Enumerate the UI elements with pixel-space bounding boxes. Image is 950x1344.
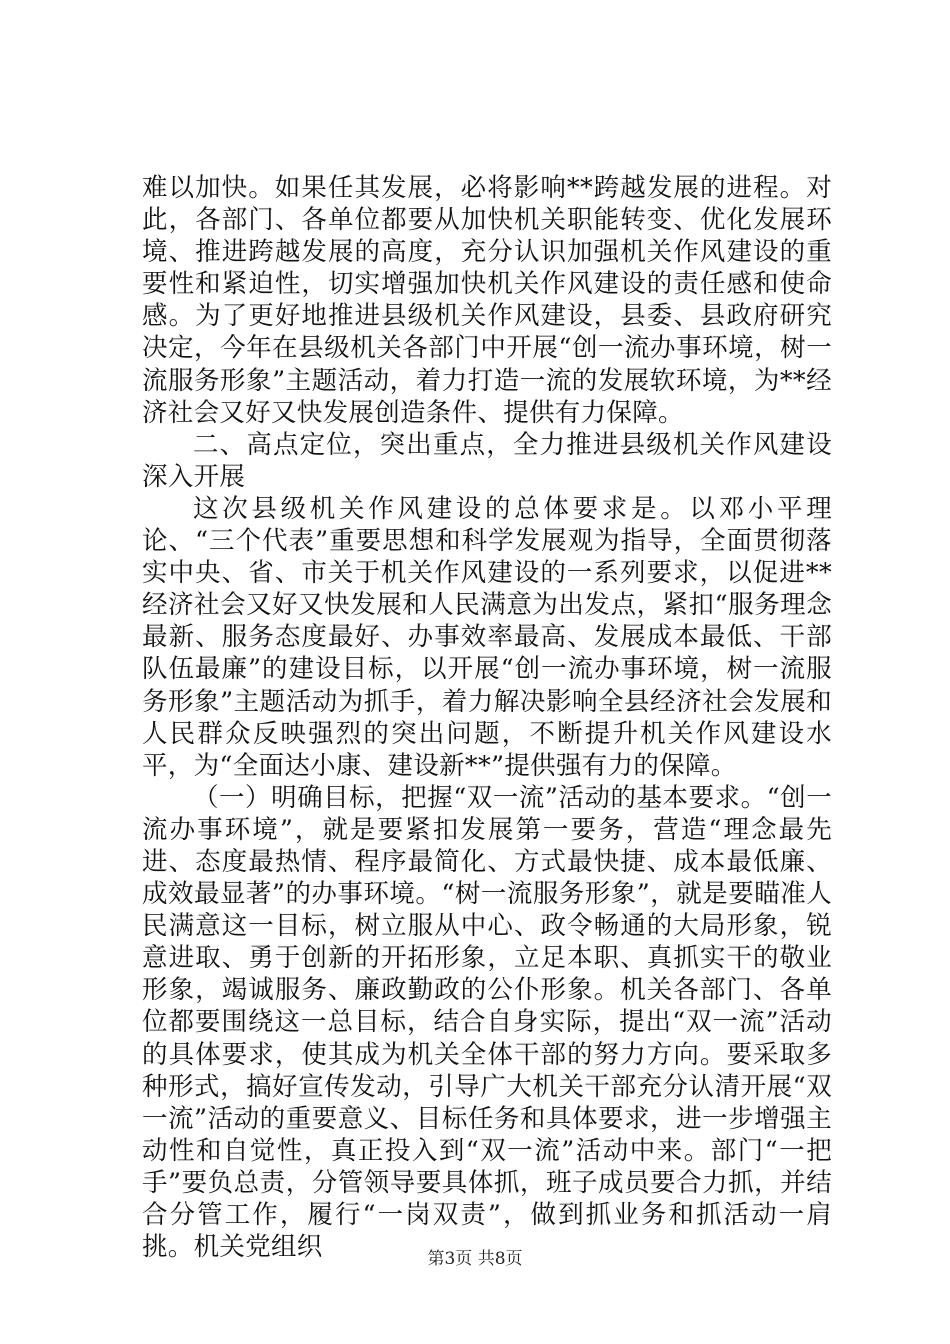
page-footer: 第3页 共8页 (427, 1249, 523, 1269)
paragraph-1: 难以加快。如果任其发展，必将影响**跨越发展的进程。对此，各部门、各单位都要从加快机关职能转变、优化发展环境、推进跨越发展的高度，充分认识加强机关作风建设的重要性和紧迫性，切实增强加快机关作风建设的责任感和使命感。为了更好地推进县级机关作风建设，县委、县政府研究决定，今年在县级机关各部门中开展“创一流办事环境，树一流服务形象”主题活动，着力打造一流的发展软环境，为**经济社会又好又快发展创造条件、提供有力保障。 (142, 173, 832, 428)
document-body (142, 172, 832, 1263)
paragraph-4: （一）明确目标，把握“双一流”活动的基本要求。“创一流办事环境”，就是要紧扣发展第一要务，营造“理念最先进、态度最热情、程序最简化、方式最快捷、成本最低廉、成效最显著”的办事环境。“树一流服务形象”，就是要瞄准人民满意这一目标，树立服从中心、政令畅通的大局形象，锐意进取、勇于创新的开拓形象，立足本职、真抓实干的敬业形象，竭诚服务、廉政勤政的公仆形象。机关各部门、各单位都要围绕这一总目标，结合自身实际，提出“双一流”活动的具体要求，使其成为机关全体干部的努力方向。要采取多种形式，搞好宣传发动，引导广大机关干部充分认清开展“双一流”活动的重要意义、目标任务和具体要求，进一步增强主动性和自觉性，真正投入到“双一流”活动中来。部门“一把手”要负总责，分管领导要具体抓，班子成员要合力抓，并结合分管工作，履行“一岗双责”，做到抓业务和抓活动一肩挑。机关党组织 (142, 782, 832, 1263)
section-heading: 二、高点定位，突出重点，全力推进县级机关作风建设深入开展 (142, 429, 832, 492)
paragraph-3: 这次县级机关作风建设的总体要求是。以邓小平理论、“三个代表”重要思想和科学发展观为指导，全面贯彻落实中央、省、市关于机关作风建设的一系列要求，以促进**经济社会又好又快发展和人民满意为出发点，紧扣“服务理念最新、服务态度最好、办事效率最高、发展成本最低、干部队伍最廉”的建设目标，以开展“创一流办事环境，树一流服务形象”主题活动为抓手，着力解决影响全县经济社会发展和人民群众反映强烈的突出问题，不断提升机关作风建设水平，为“全面达小康、建设新**”提供强有力的保障。 (142, 493, 832, 781)
